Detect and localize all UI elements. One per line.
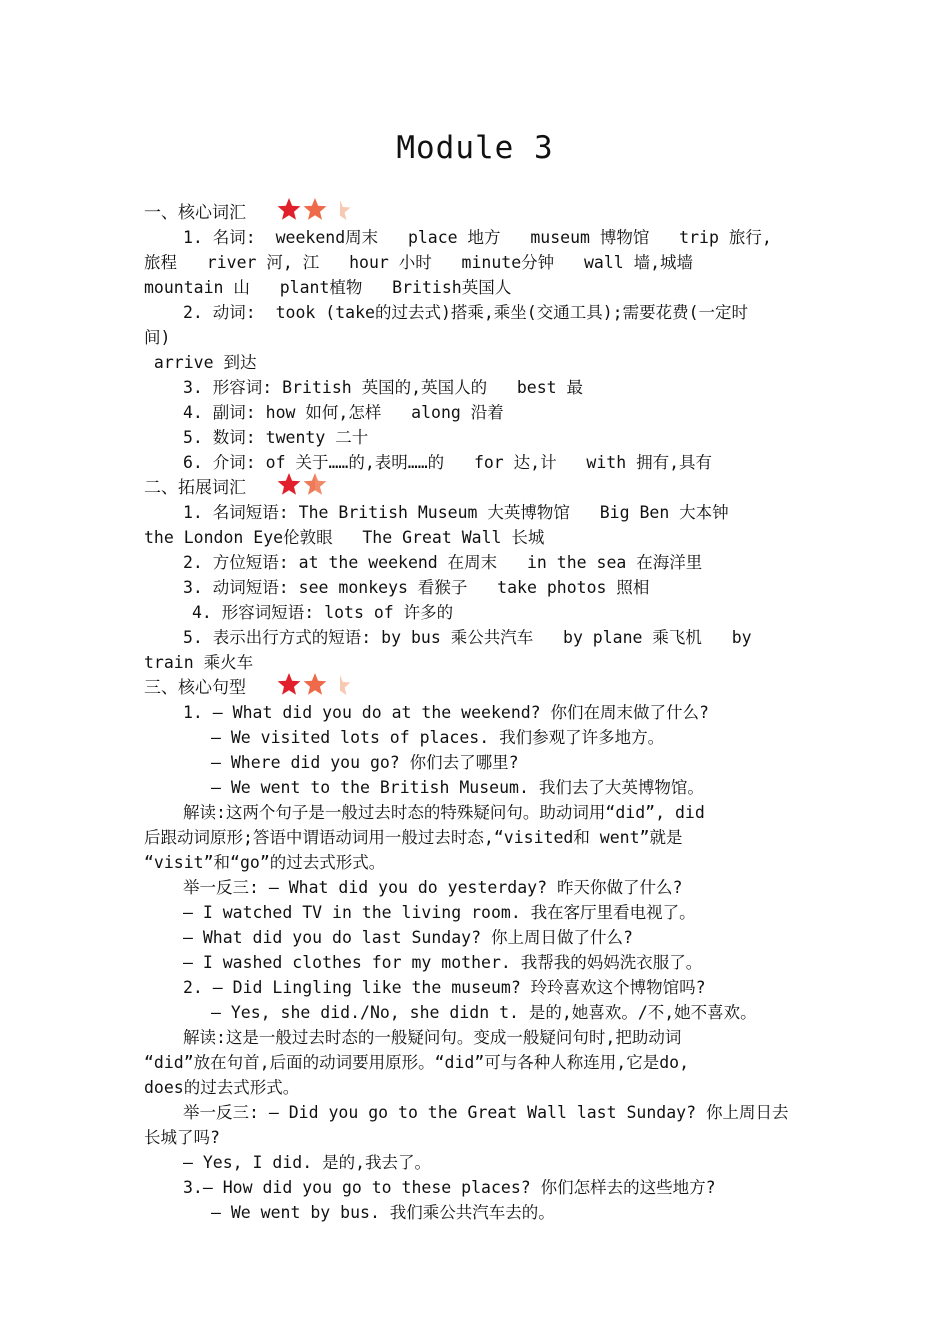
text-line: “did”放在句首,后面的动词要用原形。“did”可与各种人称连用,它是do, [144, 1053, 690, 1072]
star-rating-core-sentences [276, 672, 356, 698]
text-line: 3. 形容词: British 英国的,英国人的 best 最 [183, 378, 584, 397]
text-line: 长城了吗? [144, 1128, 220, 1147]
text-line: — Where did you go? 你们去了哪里? [211, 753, 519, 772]
star-icon [278, 473, 301, 495]
star-rating-core-vocabulary [276, 197, 356, 223]
text-line: 3.— How did you go to these places? 你们怎样去的这些地方? [183, 1178, 716, 1197]
text-line: — We went to the British Museum. 我们去了大英博物馆。 [211, 778, 704, 797]
text-line: — We went by bus. 我们乘公共汽车去的。 [211, 1203, 555, 1222]
text-line: 2. — Did Lingling like the museum? 玲玲喜欢这个博物馆吗? [183, 978, 706, 997]
text-line: 6. 介词: of 关于……的,表明……的 for 达,计 with 拥有,具有 [183, 453, 713, 472]
text-line: 举一反三: — What did you do yesterday? 昨天你做了什么? [183, 878, 683, 897]
text-line: — I washed clothes for my mother. 我帮我的妈妈洗衣服了。 [183, 953, 703, 972]
section-heading-extended-vocabulary: 二、拓展词汇 [144, 478, 246, 498]
text-line: — I watched TV in the living room. 我在客厅里看电视了。 [183, 903, 696, 922]
text-line: 旅程 river 河, 江 hour 小时 minute分钟 wall 墙,城墙 [144, 253, 694, 272]
text-line: 5. 表示出行方式的短语: by bus 乘公共汽车 by plane 乘飞机 by [183, 628, 752, 647]
text-line: 5. 数词: twenty 二十 [183, 428, 369, 447]
text-line: 1. 名词: weekend周末 place 地方 museum 博物馆 trip 旅行, [183, 228, 772, 247]
text-line: 4. 副词: how 如何,怎样 along 沿着 [183, 403, 504, 422]
text-line: train 乘火车 [144, 653, 254, 672]
star-icon [304, 673, 327, 695]
text-line: — Yes, she did./No, she didn t. 是的,她喜欢。/不,她不喜欢。 [211, 1003, 757, 1022]
text-line: 4. 形容词短语: lots of 许多的 [192, 603, 454, 622]
text-line: “visit”和“go”的过去式形式。 [144, 853, 386, 872]
text-line: 后跟动词原形;答语中谓语动词用一般过去时态,“visited和 went”就是 [144, 828, 683, 847]
star-icon [304, 198, 327, 220]
text-line: the London Eye伦敦眼 The Great Wall 长城 [144, 528, 545, 547]
star-half-icon [340, 675, 351, 695]
text-line: 2. 方位短语: at the weekend 在周末 in the sea 在海洋里 [183, 553, 703, 572]
section-heading-core-vocabulary: 一、核心词汇 [144, 203, 246, 223]
page-title: Module 3 [396, 130, 554, 166]
section-heading-core-sentences: 三、核心句型 [144, 678, 246, 698]
text-line: 举一反三: — Did you go to the Great Wall last Sunday? 你上周日去 [183, 1103, 789, 1122]
text-line: 2. 动词: took (take的过去式)搭乘,乘坐(交通工具);需要花费(一定时 [183, 303, 749, 322]
star-half-icon [315, 473, 326, 495]
star-icon [278, 198, 301, 220]
text-line: — What did you do last Sunday? 你上周日做了什么? [183, 928, 633, 947]
text-line: — Yes, I did. 是的,我去了。 [183, 1153, 432, 1172]
text-line: does的过去式形式。 [144, 1078, 300, 1097]
text-line: mountain 山 plant植物 British英国人 [144, 278, 512, 297]
text-line: 1. 名词短语: The British Museum 大英博物馆 Big Ben 大本钟 [183, 503, 729, 522]
star-icon [278, 673, 301, 695]
star-rating-extended-vocabulary [276, 472, 332, 498]
text-line: — We visited lots of places. 我们参观了许多地方。 [211, 728, 665, 747]
star-half-icon [304, 473, 315, 495]
text-line: 解读:这是一般过去时态的一般疑问句。变成一般疑问句时,把助动词 [183, 1028, 682, 1047]
text-line: 3. 动词短语: see monkeys 看猴子 take photos 照相 [183, 578, 650, 597]
text-line: 1. — What did you do at the weekend? 你们在周末做了什么? [183, 703, 709, 722]
text-line: 间) [144, 328, 171, 347]
text-line: arrive 到达 [144, 353, 257, 372]
star-half-icon [340, 200, 351, 220]
text-line: 解读:这两个句子是一般过去时态的特殊疑问句。助动词用“did”, did [183, 803, 705, 822]
